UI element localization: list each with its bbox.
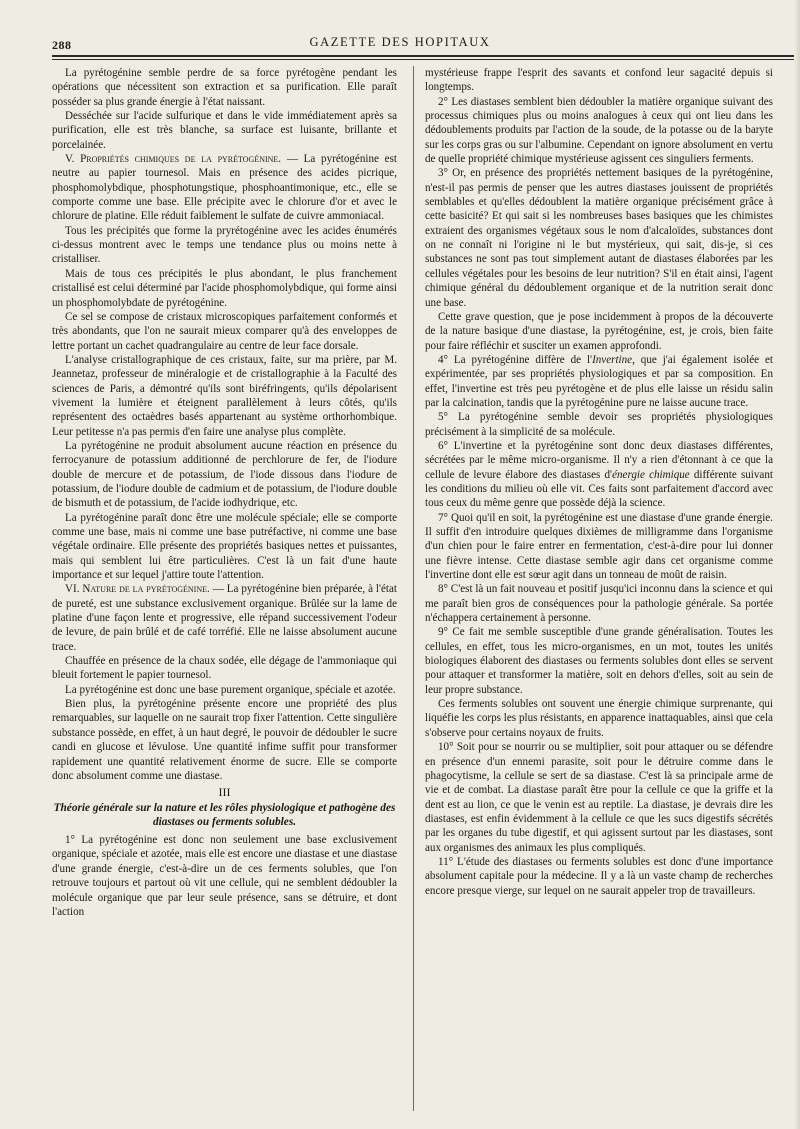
paragraph: mystérieuse frappe l'esprit des savants et confond leur sagacité depuis si longtemps. bbox=[425, 67, 773, 94]
paragraph: 5° La pyrétogénine semble devoir ses propriétés physiologiques précisément à la simplicité de sa molécule. bbox=[425, 411, 773, 438]
paragraph: L'analyse cristallographique de ces cristaux, faite, sur ma prière, par M. Jeannetaz, professeur de minéralogie et de cristallographie à la Faculté des sciences de Paris, a démontré qu'ils sont biréfringents, qu'ils dépolarisent vivement la lumière et éteignent parallèlement à leurs côtés, qu'ils représentent des octaèdres basés appartenant au système orthorhombique. Leur petitesse n'a pas permis d'en faire une analyse plus complète. bbox=[52, 353, 397, 438]
paragraph: 1° La pyrétogénine est donc non seulement une base exclusivement organique, spéciale et azotée, mais elle est encore une diastase et une diastase d'une grande énergie, c'est-à-dire un de ces ferments solubles, que l'on retrouve toujours et partout où vit une cellule, qui ne semblent dédoubler la molécule organique que par leur seule présence, sans se détruire, et dont l'action bbox=[52, 834, 397, 918]
header-rule-thin bbox=[52, 59, 794, 60]
paragraph: 10° Soit pour se nourrir ou se multiplier, soit pour attaquer ou se défendre en présence d'un ennemi parasite, soit pour le détruire comme dans le phagocytisme, la cellule se sert de sa diastase. C'est là sa principale arme de vie et de combat. La diastase paraît être pour la cellule ce que la griffe et la dent est au lion, ce que le venin est au reptile. La diastase, je devrais dire les diastases, est enfin évidemment à la cellule ce que les sucs digestifs sécrétés par les organes du tube digestif, et qui agissent surtout par les diastases, sont aux organismes des animaux les plus compliqués. bbox=[425, 741, 773, 854]
paragraph: Ces ferments solubles ont souvent une énergie chimique surprenante, qui liquéfie les corps les plus résistants, en apparence inattaquables, ainsi que cela s'observe pour certains noyaux de fruits. bbox=[425, 698, 773, 739]
paragraph: VI. Nature de la pyrétogénine. — La pyrétogénine bien préparée, à l'état de pureté, est une substance exclusivement organique. Brûlée sur la lame de platine d'une façon lente et progressive, elle répand successivement l'odeur de levure, de pain brûlé et de café torréfié. Elle ne laisse absolument aucune trace. bbox=[52, 583, 397, 653]
paragraph: Tous les précipités que forme la pryrétogénine avec les acides énumérés ci-dessus montrent avec le temps une tendance plus ou moins nette à cristalliser. bbox=[52, 224, 397, 266]
paragraph: Chauffée en présence de la chaux sodée, elle dégage de l'ammoniaque qui bleuit fortement le papier tournesol. bbox=[52, 655, 397, 682]
right-column bbox=[425, 66, 773, 1116]
page-edge-shadow bbox=[794, 0, 800, 1129]
paragraph: Ce sel se compose de cristaux microscopiques parfaitement conformés et très abondants, que l'on ne saurait mieux comparer qu'à des enveloppes de lettre portant un cachet quadrangulaire au centre de leur face dorsale. bbox=[52, 310, 397, 352]
paragraph: 11° L'étude des diastases ou ferments solubles est donc d'une importance absolument capitale pour la médecine. Il y a là un vaste champ de recherches encore presque vierge, sur lequel on ne saurait appeler trop de travailleurs. bbox=[425, 855, 773, 897]
paragraph: La pyrétogénine paraît donc être une molécule spéciale; elle se comporte comme une base, mais ni comme une base putréfactive, ni comme une base végétale ordinaire. Elle présente des propriétés basiques nettes et puissantes, mais qui semblent lui être particulières. C'est là un fait d'une haute importance et sur lequel j'attire toute l'attention. bbox=[52, 511, 397, 582]
paragraph: Bien plus, la pyrétogénine présente encore une propriété des plus remarquables, sur laquelle on ne saurait trop fixer l'attention. Cette singulière substance possède, en effet, à un haut degré, le pouvoir de dédoubler le sucre candi en glucose et lévulose. Une quantité infime suffit pour transformer rapidement une quantité relativement énorme de sucre. Elle se comporte donc absolument comme une diastase. bbox=[52, 698, 397, 782]
column-divider bbox=[413, 66, 414, 1111]
paragraph: 4° La pyrétogénine diffère de l'Invertine, que j'ai également isolée et expérimentée, par ses propriétés physiologiques et par sa composition. En effet, l'invertine est très peu pyrétogène et de plus elle laisse un résidu salin par la calcination, tandis que la pyrétogénine pure ne laisse aucune trace. bbox=[425, 353, 773, 409]
paragraph: Desséchée sur l'acide sulfurique et dans le vide immédiatement après sa purification, elle est très blanche, sa surface est luisante, brillante et porcelainée. bbox=[52, 110, 397, 151]
paragraph: La pyrétogénine ne produit absolument aucune réaction en présence du ferrocyanure de potassium additionné de perchlorure de fer, de l'iodure double de mercure et de potassium, de l'iode dissous dans l'iodure de potassium, de l'iodure double de cadmium et de potassium, de l'iodure double de bismuth et de potassium, de l'acide iodhydrique, etc. bbox=[52, 439, 397, 510]
paragraph: Cette grave question, que je pose incidemment à propos de la découverte de la nature basique d'une diastase, la pyrétogénine, est, je crois, bien faite pour faire réfléchir et susciter un examen approfondi. bbox=[425, 310, 773, 352]
running-title: GAZETTE DES HOPITAUX bbox=[309, 35, 491, 49]
paragraph: 9° Ce fait me semble susceptible d'une grande généralisation. Toutes les cellules, en effet, tous les micro-organismes, en un mot, toutes les unités biologiques élaborent des diastases ou ferments solubles dont elles se servent pour attaquer et transformer la matière, soit en dehors d'elles, soit au sein de leur propre substance. bbox=[425, 626, 773, 696]
section-title: Théorie générale sur la nature et les rôles physiologique et pathogène des diastases ou ferments solubles. bbox=[53, 801, 396, 828]
paragraph: 8° C'est là un fait nouveau et positif jusqu'ici inconnu dans la science et qui me paraît bien gros de conséquences pour la pathologie générale. Sa portée n'échappera certainement à personne. bbox=[425, 583, 773, 625]
paragraph: V. Propriétés chimiques de la pyrétogénine. — La pyrétogénine est neutre au papier tournesol. Mais en présence des acides picrique, phosphomolybdique, phosphotungstique, phosphoantimonique, etc., elle se comporte comme une base. Elle précipite avec le chlorure d'or et avec le chlorure de platine. Elle réduit faiblement le sulfate de cuivre ammoniacal. bbox=[52, 153, 397, 223]
paragraph: Mais de tous ces précipités le plus abondant, le plus franchement cristallisé est celui déterminé par l'acide phosphomolybdique, qui forme ainsi un phosphomolybdate de pyrétogénine. bbox=[52, 267, 397, 309]
paragraph-heading: VI. Nature de la pyrétogénine. bbox=[65, 583, 210, 596]
paragraph: 3° Or, en présence des propriétés nettement basiques de la pyrétogénine, n'est-il pas permis de penser que les autres diastases jouissent de propriétés semblables et qu'elles dédoublent la matière organique précisément grâce à cette basicité? Et qui sait si les nombreuses bases basiques que les chimistes extraient des organismes végétaux sous le nom d'alcaloïdes, substances dont on ne connaît ni l'origine ni le but mystérieux, qui sait, dis-je, si ces substances ne sont pas tout simplement autant de diastases élaborées par les cellules végétales pour les besoins de leur nutrition? S'il en était ainsi, l'agent chimique général du dédoublement organique et de la nutrition serait donc une base. bbox=[425, 167, 773, 309]
paragraph: La pyrétogénine semble perdre de sa force pyrétogène pendant les opérations que nécessitent son extraction et sa purification. Elle paraît posséder sa plus grande énergie à l'état naissant. bbox=[52, 67, 397, 108]
paragraph-heading: V. Propriétés chimiques de la pyrétogénine. bbox=[65, 153, 282, 166]
paragraph: 2° Les diastases semblent bien dédoubler la matière organique suivant des processus chimiques plus ou moins analogues à ceux qui ont lieu dans les dédoublements produits par l'action de la soude, de la potasse ou de la baryte sur les corps gras ou sur l'albumine. Cependant on ignore absolument en vertu de quelle propriété chimique mystérieuse agissent ces singuliers ferments. bbox=[425, 95, 773, 166]
paragraph: 7° Quoi qu'il en soit, la pyrétogénine est une diastase d'une grande énergie. Il suffit d'en introduire quelques dixièmes de milligramme dans l'organisme d'un chien pour le faire entrer en fermentation, c'est-à-dire pour lui donner une fièvre intense. Cette diastase semble agir dans cet organisme comme l'invertine dont elle est sœur agit dans un tonneau de moût de raisin. bbox=[425, 511, 773, 582]
left-column bbox=[52, 66, 397, 1116]
page-number: 288 bbox=[52, 38, 72, 52]
header-rule-thick bbox=[52, 55, 794, 57]
section-number: III bbox=[218, 785, 231, 800]
paragraph: 6° L'invertine et la pyrétogénine sont donc deux diastases différentes, sécrétées par le même micro-organisme. Il n'y a rien d'étonnant à ce que la cellule de levure élabore des diastases d'énergie chimique différente suivant les conditions du milieu où elle vit. Ces faits sont parfaitement d'accord avec tous ceux du même genre que possède déjà la science. bbox=[425, 439, 773, 510]
paragraph: La pyrétogénine est donc une base purement organique, spéciale et azotée. bbox=[65, 683, 396, 696]
